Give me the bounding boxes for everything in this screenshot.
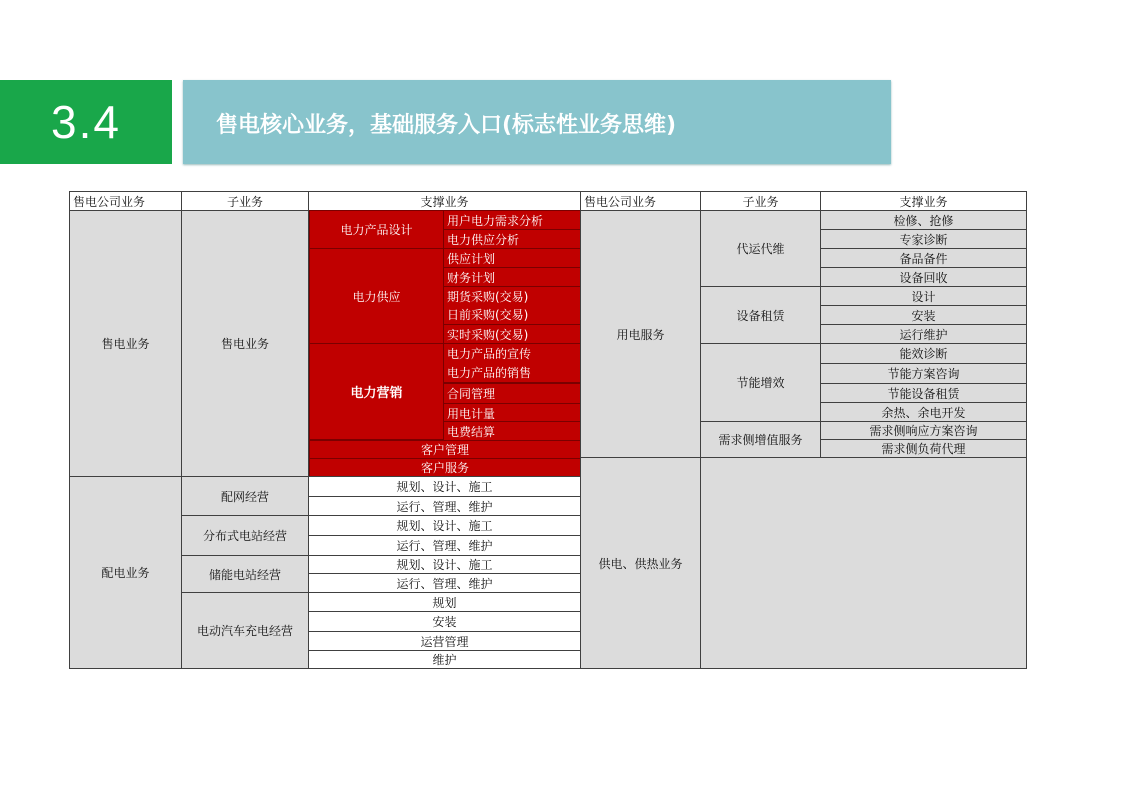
- grid-item-1: 规划、设计、施工: [308, 476, 581, 497]
- efficiency-item-4: 余热、余电开发: [820, 402, 1027, 422]
- marketing-item-5: 电费结算: [443, 421, 581, 441]
- ev-item-3: 运营管理: [308, 631, 581, 651]
- supply-item-2: 财务计划: [443, 267, 581, 287]
- support-customer-service: 客户服务: [309, 458, 581, 477]
- supply-item-1: 供应计划: [443, 248, 581, 268]
- demand-item-2: 需求侧负荷代理: [820, 439, 1027, 458]
- header-support-business: 支撑业务: [308, 191, 581, 211]
- support-marketing: 电力营销: [309, 343, 444, 440]
- header-support-business-right: 支撑业务: [820, 191, 1027, 211]
- support-power-supply: 电力供应: [309, 248, 444, 344]
- header-sub-business-right: 子业务: [700, 191, 821, 211]
- supply-item-3: 期货采购(交易): [443, 286, 581, 305]
- ev-item-1: 规划: [308, 592, 581, 612]
- supply-item-4: 日前采购(交易): [443, 304, 581, 325]
- marketing-item-4: 用电计量: [443, 403, 581, 422]
- support-customer-management: 客户管理: [309, 440, 581, 459]
- om-item-3: 备品备件: [820, 248, 1027, 268]
- sub-operation-maintenance: 代运代维: [700, 210, 821, 287]
- om-item-2: 专家诊断: [820, 229, 1027, 249]
- efficiency-item-3: 节能设备租赁: [820, 383, 1027, 403]
- leasing-item-3: 运行维护: [820, 324, 1027, 344]
- ev-item-2: 安装: [308, 611, 581, 632]
- sub-equipment-leasing: 设备租赁: [700, 286, 821, 344]
- grid-item-2: 运行、管理、维护: [308, 496, 581, 516]
- sub-ev-charging: 电动汽车充电经营: [181, 592, 309, 669]
- section-number-box: [0, 80, 172, 164]
- supply-item-5: 实时采购(交易): [443, 324, 581, 344]
- section-number: 3.4: [51, 96, 121, 148]
- sub-energy-efficiency: 节能增效: [700, 343, 821, 422]
- demand-item-1: 需求侧响应方案咨询: [820, 421, 1027, 440]
- header-company-business: 售电公司业务: [69, 191, 182, 211]
- sub-distributed-station: 分布式电站经营: [181, 515, 309, 556]
- header-sub-business: 子业务: [181, 191, 309, 211]
- om-item-4: 设备回收: [820, 267, 1027, 287]
- sub-demand-side: 需求侧增值服务: [700, 421, 821, 458]
- section-title-bar: [183, 80, 891, 164]
- leasing-item-2: 安装: [820, 305, 1027, 325]
- service-power-heat-supply: 供电、供热业务: [580, 457, 701, 669]
- section-title: 售电核心业务，基础服务入口(标志性业务思维): [216, 113, 677, 138]
- design-item-1: 用户电力需求分析: [443, 210, 581, 230]
- om-item-1: 检修、抢修: [820, 210, 1027, 230]
- empty-area: [700, 457, 1027, 669]
- marketing-item-3: 合同管理: [443, 383, 581, 404]
- efficiency-item-1: 能效诊断: [820, 343, 1027, 364]
- group-sales: 售电业务: [69, 210, 182, 477]
- distributed-item-1: 规划、设计、施工: [308, 515, 581, 536]
- support-product-design: 电力产品设计: [309, 210, 444, 249]
- storage-item-1: 规划、设计、施工: [308, 555, 581, 574]
- leasing-item-1: 设计: [820, 286, 1027, 306]
- ev-item-4: 维护: [308, 650, 581, 669]
- sub-storage-station: 储能电站经营: [181, 555, 309, 593]
- header-company-business-right: 售电公司业务: [580, 191, 701, 211]
- efficiency-item-2: 节能方案咨询: [820, 363, 1027, 384]
- sub-grid-operation: 配网经营: [181, 476, 309, 516]
- storage-item-2: 运行、管理、维护: [308, 573, 581, 593]
- service-electricity: 用电服务: [580, 210, 701, 458]
- distributed-item-2: 运行、管理、维护: [308, 535, 581, 556]
- sub-sales: 售电业务: [181, 210, 309, 477]
- marketing-item-2: 电力产品的销售: [443, 362, 581, 383]
- group-distribution: 配电业务: [69, 476, 182, 669]
- marketing-item-1: 电力产品的宣传: [443, 343, 581, 362]
- design-item-2: 电力供应分析: [443, 229, 581, 249]
